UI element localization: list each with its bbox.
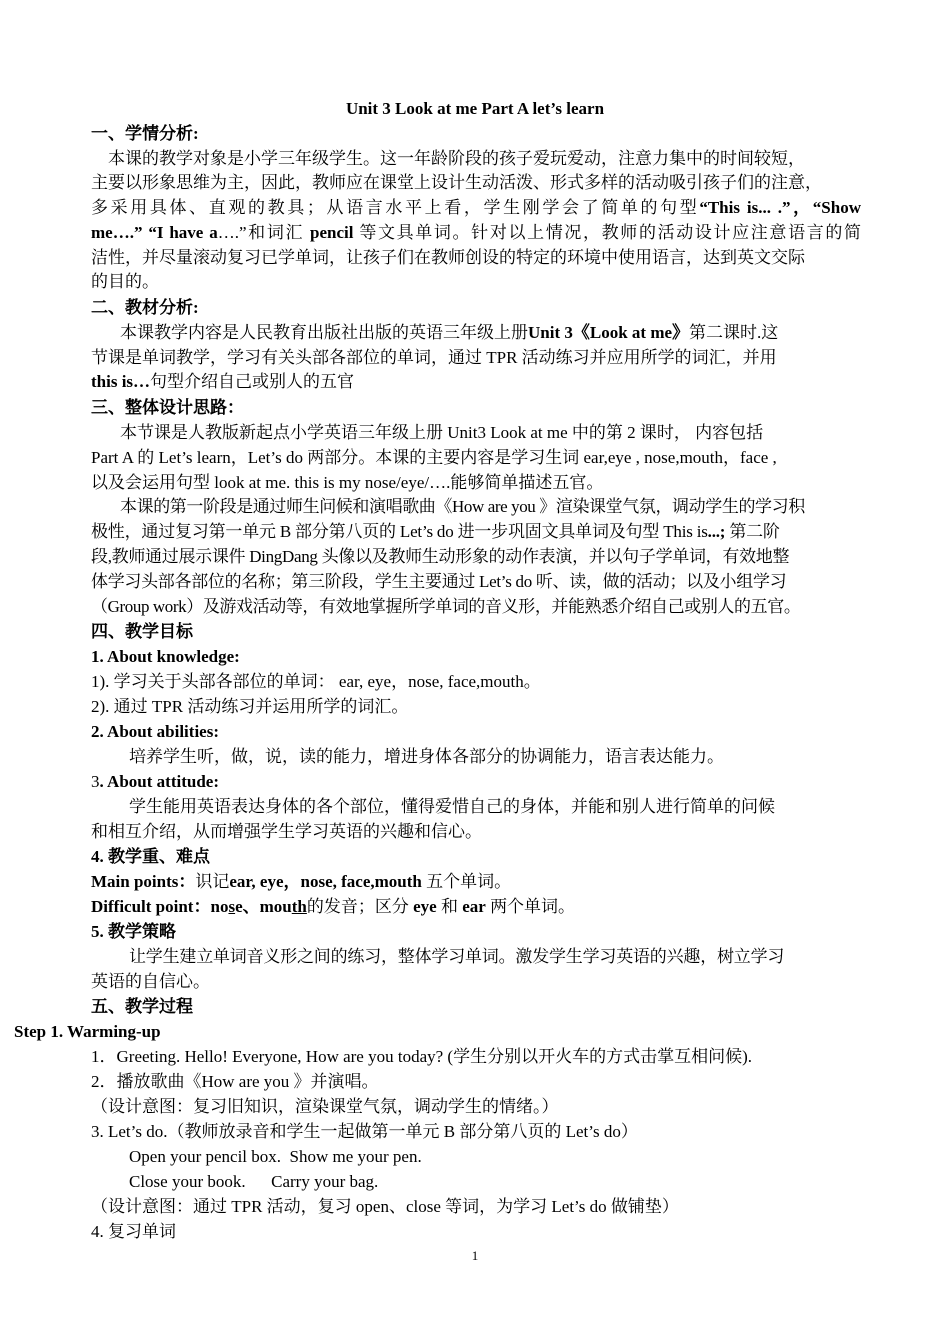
paragraph-line bbox=[91, 520, 861, 545]
paragraph-line: 体学习头部各部位的名称；第三阶段，学生主要通过 Let’s do 听、读，做的活动；以及小组学习 bbox=[91, 572, 787, 591]
text-run: 两个单词。 bbox=[490, 897, 576, 916]
step-heading: Step 1. Warming-up bbox=[14, 1022, 161, 1041]
paragraph-line: 节课是单词教学，学习有关头部各部位的单词，通过 TPR 活动练习并应用所学的词汇，并用 bbox=[91, 348, 777, 367]
page-number: 1 bbox=[471, 1248, 479, 1263]
text-run: . About attitude: bbox=[99, 772, 219, 791]
paragraph-line: 的目的。 bbox=[91, 272, 159, 291]
paragraph-line bbox=[91, 370, 861, 395]
text-run: Unit 3《Look at me》 bbox=[528, 323, 690, 342]
paragraph-line: （Group work）及游戏活动等，有效地掌握所学单词的音义形，并能熟悉介绍自己或别人的五官。 bbox=[91, 597, 801, 616]
text-run: Main points： bbox=[91, 872, 196, 891]
text-run: 多采用具体、直观的教具；从语言水平上看，学生刚学会了简单的句型 bbox=[91, 198, 700, 217]
section-heading: 五、教学过程 bbox=[91, 997, 193, 1016]
text-run: 等文具单词。针对以上情况，教师的活动设计应注意语言的简 bbox=[359, 223, 861, 242]
paragraph-line: 本课的教学对象是小学三年级学生。这一年龄阶段的孩子爱玩爱动，注意力集中的时间较短， bbox=[108, 149, 805, 168]
text-run: 的发音；区分 bbox=[306, 897, 409, 916]
difficult-point-line bbox=[91, 895, 861, 920]
paragraph-line: 洁性，并尽量滚动复习已学单词，让孩子们在教师创设的特定的环境中使用语言，达到英文交际 bbox=[91, 248, 805, 267]
text-run: pencil bbox=[310, 223, 354, 242]
section-heading: 一、学情分析: bbox=[91, 124, 199, 143]
paragraph-line bbox=[91, 196, 861, 221]
text-run: Difficult point： bbox=[91, 897, 211, 916]
list-item: 2). 通过 TPR 活动练习并运用所学的词汇。 bbox=[91, 697, 409, 716]
design-note: （设计意图：复习旧知识，渲染课堂气氛，调动学生的情绪。） bbox=[91, 1097, 559, 1116]
text-run: 五个单词。 bbox=[426, 872, 512, 891]
list-item: 4. 复习单词 bbox=[91, 1222, 176, 1241]
section-heading: 三、整体设计思路： bbox=[91, 398, 244, 417]
paragraph-line bbox=[91, 221, 861, 246]
text-run: 极性，通过复习第一单元 B 部分第八页的 Let’s do 进一步巩固文具单词及句型 This is bbox=[91, 522, 708, 541]
list-item: 1). 学习关于头部各部位的单词： ear, eye，nose, face,mouth。 bbox=[91, 672, 541, 691]
text-run: s bbox=[228, 897, 236, 916]
paragraph-line bbox=[91, 321, 861, 346]
text-run: 第二课时.这 bbox=[689, 323, 779, 342]
text-run: th bbox=[291, 897, 307, 916]
paragraph-line: 培养学生听，做，说，读的能力，增进身体各部分的协调能力，语言表达能力。 bbox=[129, 747, 724, 766]
paragraph-line: 段,教师通过展示课件 DingDang 头像以及教师生动形象的动作表演，并以句子学单词，有效地整 bbox=[91, 547, 790, 566]
subheading bbox=[91, 770, 861, 795]
activity-line: Open your pencil box. Show me your pen. bbox=[129, 1147, 422, 1166]
design-note: （设计意图：通过 TPR 活动，复习 open、close 等词，为学习 Let’s do 做铺垫） bbox=[91, 1197, 679, 1216]
section-heading: 二、教材分析: bbox=[91, 298, 199, 317]
text-run: “This is... .”，“Show bbox=[699, 198, 861, 217]
text-run: ear bbox=[462, 897, 486, 916]
subheading: 1. About knowledge: bbox=[91, 647, 240, 666]
main-points-line bbox=[91, 870, 861, 895]
text-run: 第二阶 bbox=[725, 522, 780, 541]
paragraph-line: 以及会运用句型 look at me. this is my nose/eye/….能够简单描述五官。 bbox=[91, 473, 604, 492]
paragraph-line: 主要以形象思维为主，因此，教师应在课堂上设计生动活泼、形式多样的活动吸引孩子们的注意， bbox=[91, 173, 822, 192]
list-item: 2．播放歌曲《How are you 》并演唱。 bbox=[91, 1072, 379, 1091]
document-title: Unit 3 Look at me Part A let’s learn bbox=[345, 99, 605, 118]
text-run: ear, eye，nose, face,mouth bbox=[229, 872, 422, 891]
list-item: 1．Greeting. Hello! Everyone, How are you today? (学生分别以开火车的方式击掌互相问候). bbox=[91, 1047, 752, 1066]
text-run: this is… bbox=[91, 372, 151, 391]
list-item: 3. Let’s do.（教师放录音和学生一起做第一单元 B 部分第八页的 Let’s do） bbox=[91, 1122, 638, 1141]
paragraph-line: 让学生建立单词音义形之间的练习，整体学习单词。激发学生学习英语的兴趣，树立学习 bbox=[129, 947, 785, 966]
text-run: 本课教学内容是人民教育出版社出版的英语三年级上册 bbox=[120, 323, 528, 342]
paragraph-line: 和相互介绍，从而增强学生学习英语的兴趣和信心。 bbox=[91, 822, 482, 841]
text-run: 句型介绍自己或别人的五官 bbox=[150, 372, 355, 391]
text-run: ...; bbox=[707, 522, 726, 541]
text-run: me….” “I have a bbox=[91, 223, 218, 242]
text-run: no bbox=[210, 897, 229, 916]
section-heading: 四、教学目标 bbox=[91, 622, 193, 641]
activity-line: Close your book. Carry your bag. bbox=[129, 1172, 379, 1191]
paragraph-line: Part A 的 Let’s learn，Let’s do 两部分。本课的主要内容是学习生词 ear,eye , nose,mouth，face , bbox=[91, 448, 777, 467]
text-run: e、mou bbox=[235, 897, 292, 916]
subheading: 4. 教学重、难点 bbox=[91, 847, 210, 866]
text-run: ….”和词汇 bbox=[217, 223, 305, 242]
subheading: 5. 教学策略 bbox=[91, 922, 176, 941]
paragraph-line: 本课的第一阶段是通过师生问候和演唱歌曲《How are you 》渲染课堂气氛，调动学生的学习积 bbox=[120, 497, 805, 516]
subheading: 2. About abilities: bbox=[91, 722, 219, 741]
paragraph-line: 学生能用英语表达身体的各个部位，懂得爱惜自己的身体，并能和别人进行简单的问候 bbox=[129, 797, 775, 816]
text-run: 识记 bbox=[195, 872, 230, 891]
text-run: 3 bbox=[91, 772, 100, 791]
paragraph-line: 本节课是人教版新起点小学英语三年级上册 Unit3 Look at me 中的第 2 课时， 内容包括 bbox=[120, 423, 764, 442]
text-run: 和 bbox=[440, 897, 458, 916]
text-run: eye bbox=[413, 897, 437, 916]
paragraph-line: 英语的自信心。 bbox=[91, 972, 210, 991]
